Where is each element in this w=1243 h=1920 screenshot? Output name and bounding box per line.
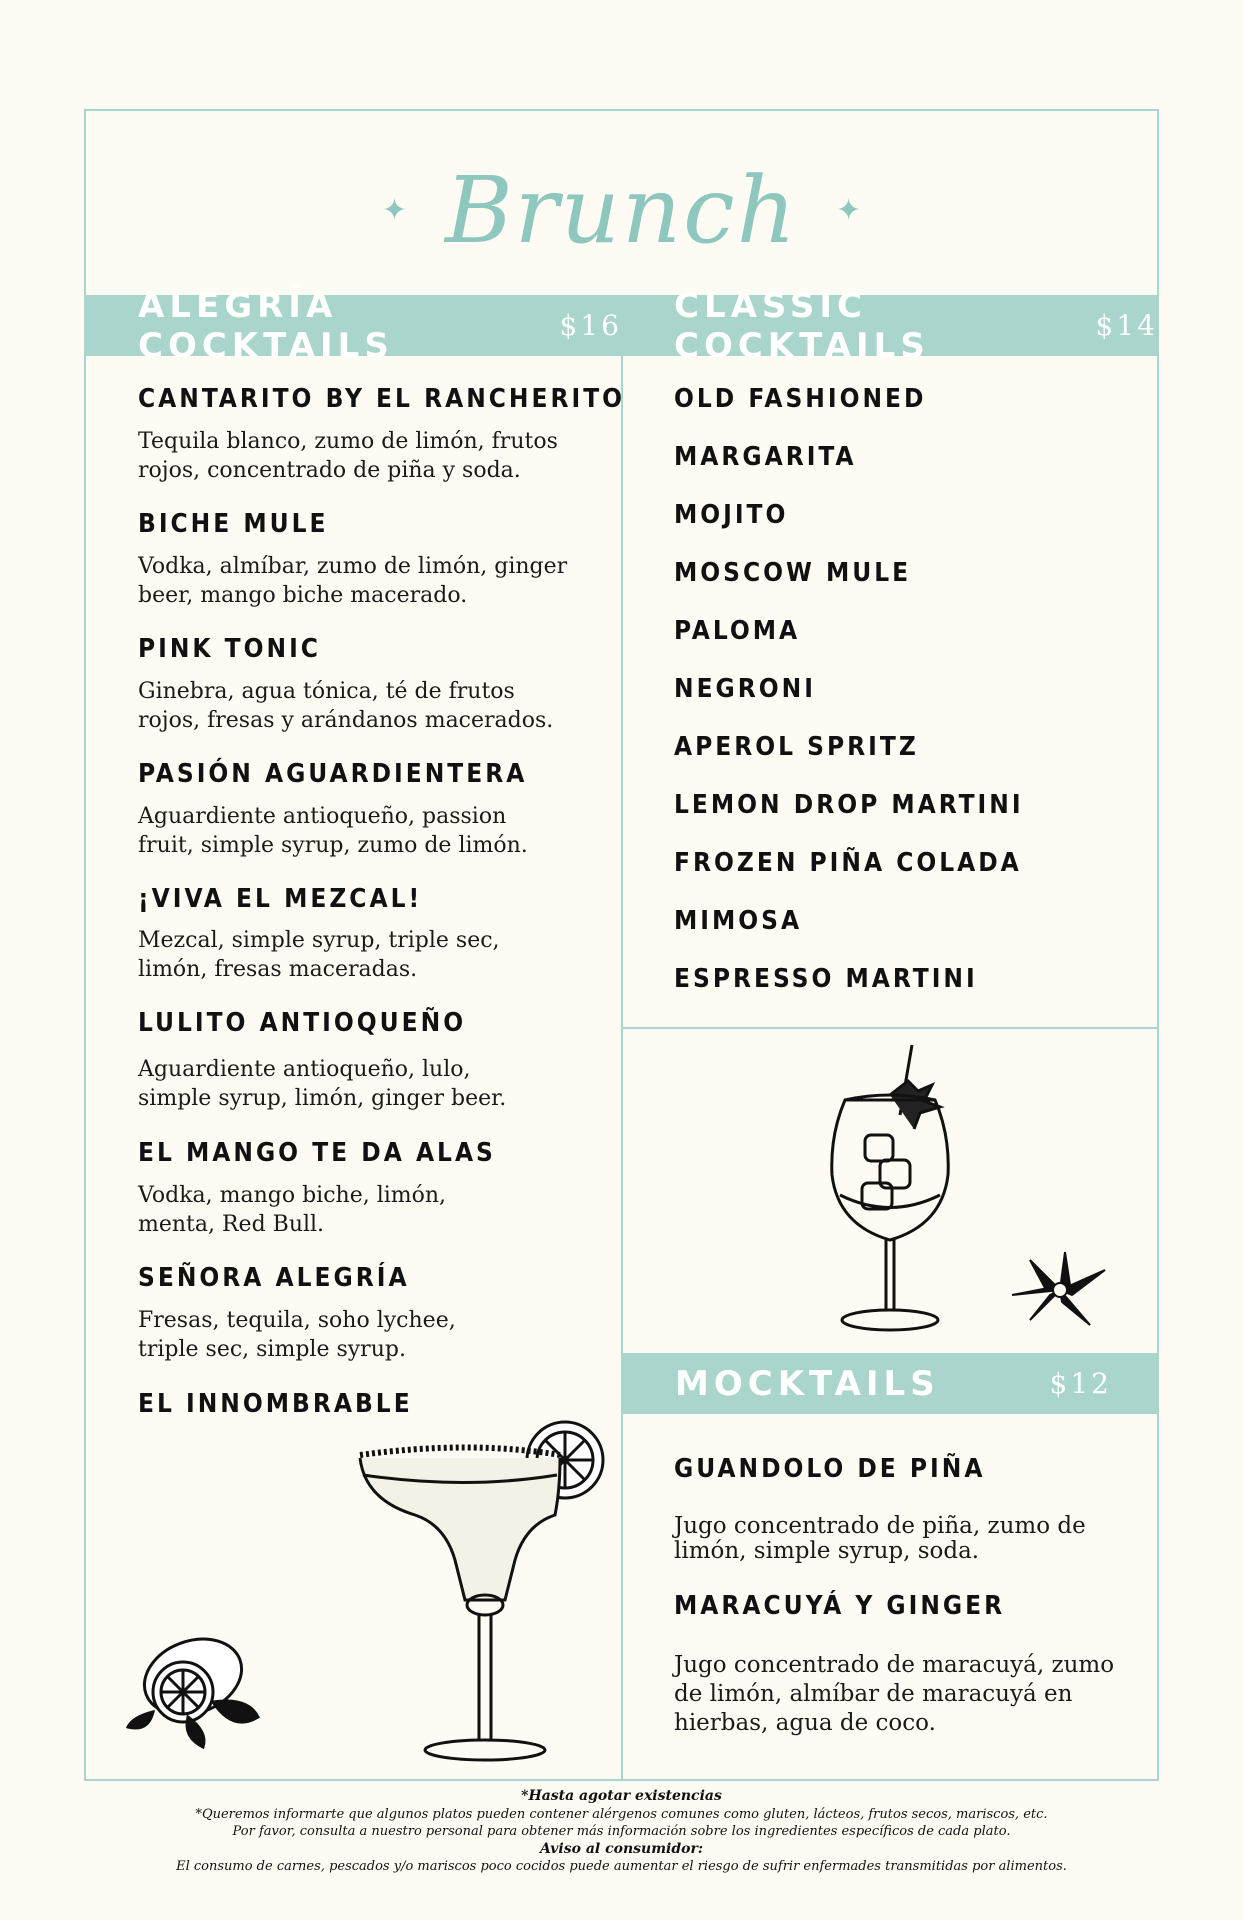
star-anise-illustration bbox=[1010, 1250, 1110, 1330]
classic-item: OLD FASHIONED bbox=[674, 384, 927, 414]
footer-staff-note: Por favor, consulta a nuestro personal para obtener más información sobre los ingredientes específicos de cada plato. bbox=[232, 1824, 1011, 1839]
alegria-section-title: ALEGRÍA COCKTAILS bbox=[138, 285, 394, 366]
classic-item: PALOMA bbox=[674, 616, 801, 646]
mocktails-band bbox=[623, 1353, 1158, 1414]
alegria-item-desc: Tequila blanco, zumo de limón, frutos rojos, concentrado de piña y soda. bbox=[138, 429, 558, 483]
mocktails-section-price: $12 bbox=[1049, 1367, 1112, 1400]
footer-stock-note: *Hasta agotar existencias bbox=[521, 1788, 722, 1804]
classic-section-price: $14 bbox=[1095, 309, 1158, 342]
alegria-item-title: ¡VIVA EL MEZCAL! bbox=[138, 884, 423, 914]
alegria-item-title: SEÑORA ALEGRÍA bbox=[138, 1263, 410, 1293]
alegria-item-desc: Vodka, almíbar, zumo de limón, ginger beer, mango biche macerado. bbox=[138, 554, 568, 608]
alegria-item-title: PASIÓN AGUARDIENTERA bbox=[138, 759, 528, 789]
menu-header bbox=[84, 140, 1159, 280]
classic-item: ESPRESSO MARTINI bbox=[674, 964, 978, 994]
alegria-item-desc: Aguardiente antioqueño, lulo, simple syrup, limón, ginger beer. bbox=[138, 1057, 507, 1111]
mocktails-section-title: MOCKTAILS bbox=[675, 1363, 940, 1404]
classic-item: MOSCOW MULE bbox=[674, 558, 912, 588]
alegria-item-title: CANTARITO BY EL RANCHERITO bbox=[138, 384, 626, 414]
classic-bottom-divider bbox=[623, 1027, 1159, 1029]
cocktail-glass-illustration bbox=[820, 1045, 960, 1335]
alegria-item-title: EL MANGO TE DA ALAS bbox=[138, 1138, 496, 1168]
classic-item: MIMOSA bbox=[674, 906, 803, 936]
alegria-item-desc: Ginebra, agua tónica, té de frutos rojos, fresas y arándanos macerados. bbox=[138, 679, 554, 733]
alegria-item-desc: Mezcal, simple syrup, triple sec, limón, fresas maceradas. bbox=[138, 928, 500, 982]
mocktail-item-desc: Jugo concentrado de piña, zumo de limón, simple syrup, soda. bbox=[674, 1513, 1086, 1564]
classic-band bbox=[622, 285, 1158, 366]
sparkle-left-icon: ✦ bbox=[381, 192, 408, 228]
alegria-item-desc: Vodka, mango biche, limón, menta, Red Bull. bbox=[138, 1183, 447, 1237]
alegria-item-title: BICHE MULE bbox=[138, 509, 329, 539]
page-title: Brunch bbox=[445, 156, 798, 264]
alegria-band bbox=[85, 285, 622, 366]
mocktail-item-desc: Jugo concentrado de maracuyá, zumo de limón, almíbar de maracuyá en hierbas, agua de coco. bbox=[674, 1652, 1115, 1736]
mocktail-item-title: MARACUYÁ Y GINGER bbox=[674, 1591, 1006, 1621]
alegria-item-desc: Fresas, tequila, soho lychee, triple sec, simple syrup. bbox=[138, 1308, 456, 1362]
alegria-item-desc: Aguardiente antioqueño, passion fruit, simple syrup, zumo de limón. bbox=[138, 804, 528, 858]
alegria-item-title: PINK TONIC bbox=[138, 634, 321, 664]
column-divider bbox=[621, 356, 623, 1781]
footer-allergen-note: *Queremos informarte que algunos platos pueden contener alérgenos comunes como gluten, lácteos, frutos secos, mariscos, etc. bbox=[195, 1806, 1048, 1822]
alegria-section-price: $16 bbox=[559, 309, 622, 342]
classic-item: APEROL SPRITZ bbox=[674, 732, 919, 762]
classic-item: FROZEN PIÑA COLADA bbox=[674, 848, 1022, 878]
classic-item: NEGRONI bbox=[674, 674, 816, 704]
classic-section-title: CLASSIC COCKTAILS bbox=[674, 285, 930, 366]
sparkle-right-icon: ✦ bbox=[835, 192, 862, 228]
margarita-glass-illustration bbox=[355, 1420, 615, 1765]
footer-consumer-note: El consumo de carnes, pescados y/o mariscos poco cocidos puede aumentar el riesgo de sufrir enfermades transmitidas por alimentos. bbox=[176, 1859, 1067, 1874]
footer-consumer-heading: Aviso al consumidor: bbox=[539, 1840, 703, 1857]
classic-item: MOJITO bbox=[674, 500, 789, 530]
classic-item: MARGARITA bbox=[674, 442, 857, 472]
mocktail-item-title: GUANDOLO DE PIÑA bbox=[674, 1454, 986, 1484]
footer-notes bbox=[84, 1788, 1159, 1876]
lemon-illustration bbox=[128, 1632, 263, 1747]
classic-item: LEMON DROP MARTINI bbox=[674, 790, 1024, 820]
alegria-item-title: EL INNOMBRABLE bbox=[138, 1389, 413, 1419]
alegria-item-title: LULITO ANTIOQUEÑO bbox=[138, 1008, 467, 1038]
